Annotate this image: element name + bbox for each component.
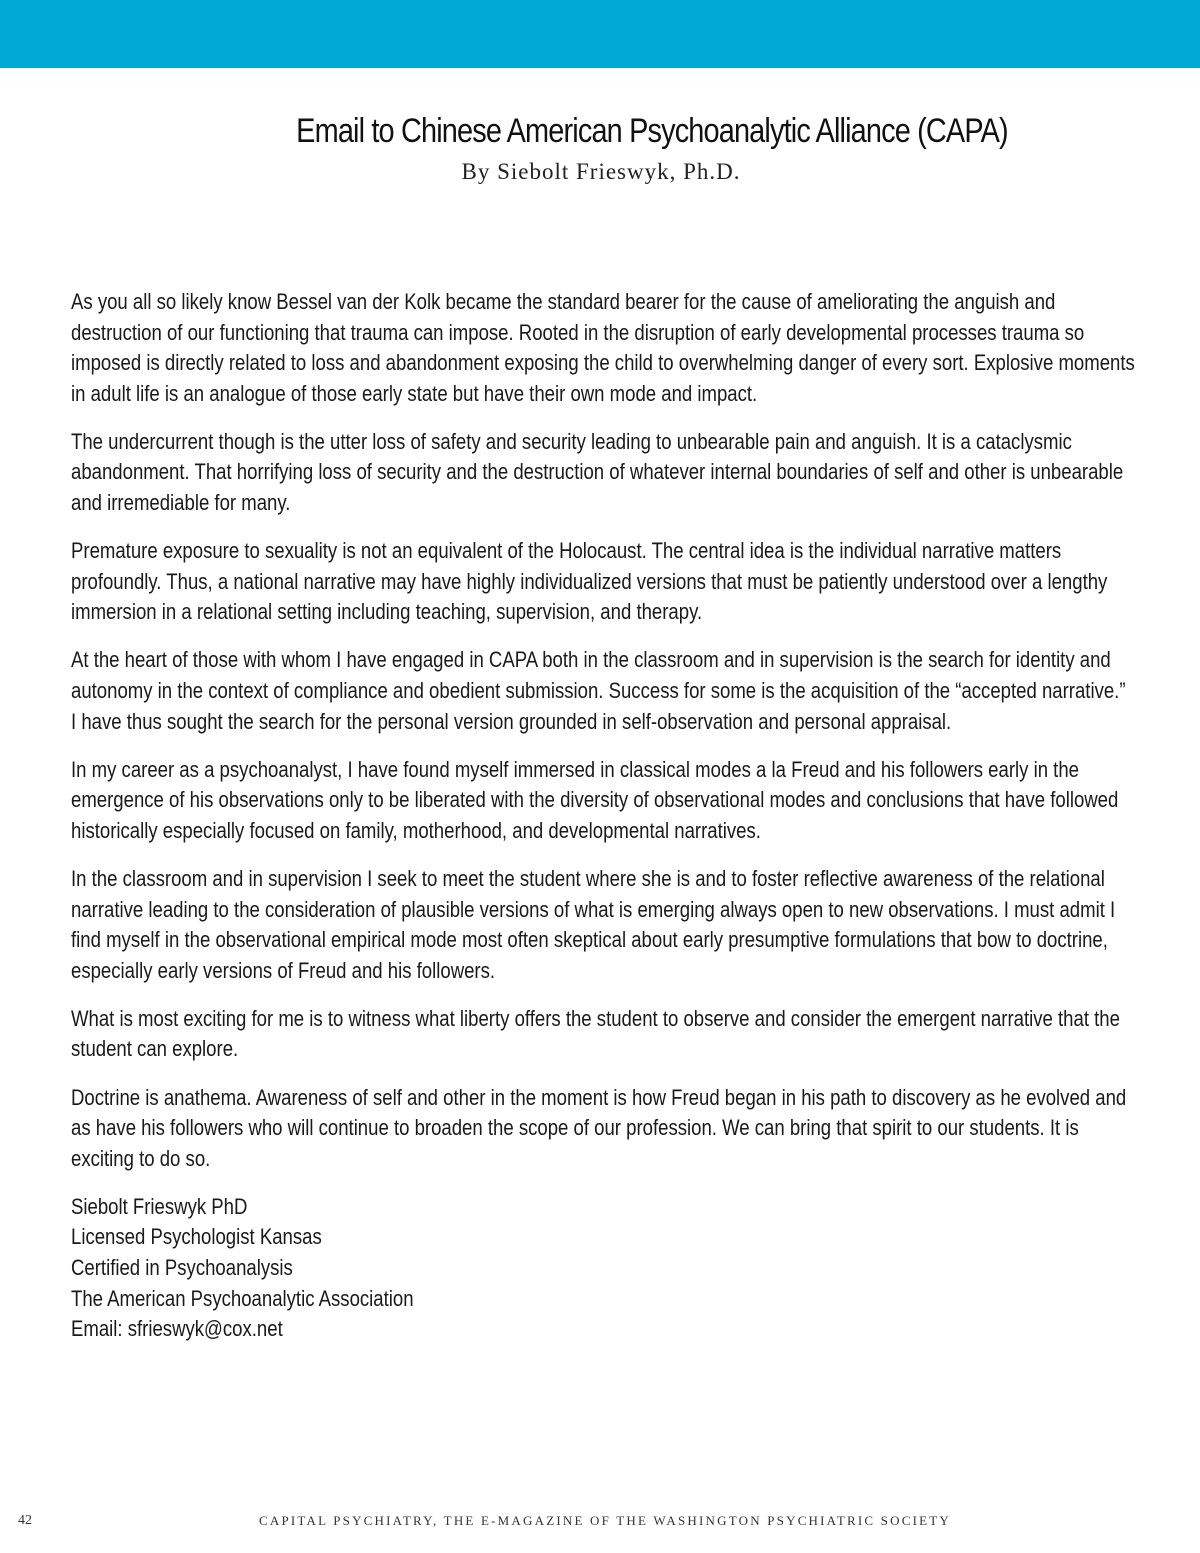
article-body [71, 287, 1135, 1345]
paragraph: In the classroom and in supervision I seek to meet the student where she is and to foster reflective awareness of the relational narrative leading to the consideration of plausible versions of what is emerging always open to new observations. I must admit I find myself in the observational empirical mode most often skeptical about early presumptive formulations that bow to doctrine, especially early versions of Freud and his followers. [71, 866, 1116, 983]
author-byline: By Siebolt Frieswyk, Ph.D. [461, 159, 741, 184]
paragraph: In my career as a psychoanalyst, I have found myself immersed in classical modes a la Freud and his followers early in the emergence of his observations only to be liberated with the diversity of observational modes and conclusions that have followed historically especially focused on family, motherhood, and developmental narratives. [71, 756, 1119, 843]
signature-license: Licensed Psychologist Kansas [71, 1224, 322, 1250]
signature-email: Email: sfrieswyk@cox.net [71, 1316, 283, 1342]
header-color-band [0, 0, 1200, 68]
paragraph: At the heart of those with whom I have engaged in CAPA both in the classroom and in supervision is the search for identity and autonomy in the context of compliance and obedient submission. Success for some is the acquisition of the “accepted narrative.” I have thus sought the search for the personal version grounded in self-observation and personal appraisal. [71, 647, 1126, 734]
signature-certification: Certified in Psychoanalysis [71, 1255, 293, 1281]
paragraph: What is most exciting for me is to witness what liberty offers the student to observe and consider the emergent narrative that the student can explore. [71, 1005, 1120, 1062]
paragraph: Doctrine is anathema. Awareness of self and other in the moment is how Freud began in his path to discovery as he evolved and as have his followers who will continue to broaden the scope of our profession. We can bring that spirit to our students. It is exciting to do so. [71, 1084, 1127, 1171]
publication-footer: CAPITAL PSYCHIATRY, THE E-MAGAZINE OF THE WASHINGTON PSYCHIATRIC SOCIETY [259, 1513, 951, 1528]
article-title: Email to Chinese American Psychoanalytic Alliance (CAPA) [296, 112, 1008, 150]
paragraph: Premature exposure to sexuality is not an equivalent of the Holocaust. The central idea is the individual narrative matters profoundly. Thus, a national narrative may have highly individualized versions that must be patiently understood over a lengthy immersion in a relational setting including teaching, supervision, and therapy. [71, 538, 1108, 625]
signature-block [71, 1192, 1135, 1345]
signature-name: Siebolt Frieswyk PhD [71, 1193, 248, 1219]
page-number: 42 [18, 1513, 32, 1528]
paragraph: The undercurrent though is the utter loss of safety and security leading to unbearable pain and anguish. It is a cataclysmic abandonment. That horrifying loss of security and the destruction of whatever internal boundaries of self and other is unbearable and irremediable for many. [71, 428, 1124, 516]
paragraph: As you all so likely know Bessel van der Kolk became the standard bearer for the cause of ameliorating the anguish and destruction of our functioning that trauma can impose. Rooted in the disruption of early developmental processes trauma so imposed is directly related to loss and abandonment exposing the child to overwhelming danger of every sort. Explosive moments in adult life is an analogue of those early state but have their own mode and impact. [71, 289, 1135, 406]
signature-association: The American Psychoanalytic Association [71, 1285, 414, 1311]
